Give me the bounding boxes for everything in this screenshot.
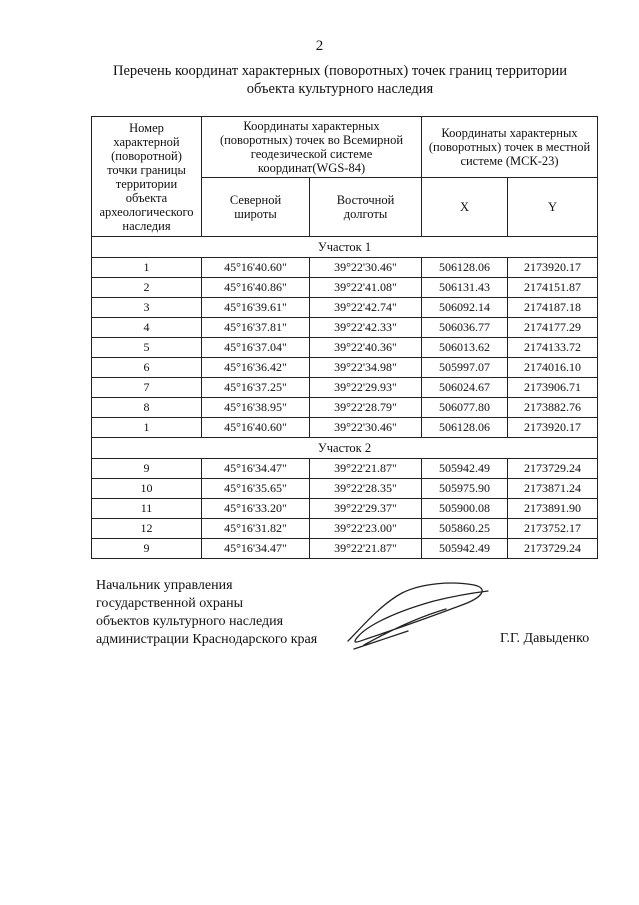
document-title bbox=[60, 62, 620, 98]
cell-n: 1 bbox=[92, 418, 202, 438]
cell-y: 2173871.24 bbox=[508, 479, 598, 499]
table-row bbox=[92, 519, 598, 539]
section-title: Участок 2 bbox=[92, 438, 598, 459]
table-row bbox=[92, 418, 598, 438]
table-row bbox=[92, 318, 598, 338]
signature-position-line: Начальник управления bbox=[96, 578, 233, 593]
cell-x: 505975.90 bbox=[422, 479, 508, 499]
cell-y: 2174133.72 bbox=[508, 338, 598, 358]
cell-lon: 39°22'34.98" bbox=[310, 358, 422, 378]
header-latitude-line: Северной bbox=[229, 193, 282, 207]
cell-lat: 45°16'37.81" bbox=[202, 318, 310, 338]
cell-lat: 45°16'38.95" bbox=[202, 398, 310, 418]
cell-y: 2173752.17 bbox=[508, 519, 598, 539]
signature-position-line: государственной охраны bbox=[96, 596, 244, 611]
cell-x: 506128.06 bbox=[422, 258, 508, 278]
header-point-number bbox=[92, 117, 202, 237]
table-row bbox=[92, 278, 598, 298]
cell-lat: 45°16'40.86" bbox=[202, 278, 310, 298]
handwritten-signature bbox=[342, 575, 492, 655]
cell-lat: 45°16'36.42" bbox=[202, 358, 310, 378]
table-row bbox=[92, 479, 598, 499]
signature-position-line: администрации Краснодарского края bbox=[96, 632, 318, 647]
cell-x: 505997.07 bbox=[422, 358, 508, 378]
cell-n: 12 bbox=[92, 519, 202, 539]
cell-y: 2174016.10 bbox=[508, 358, 598, 378]
table-row bbox=[92, 298, 598, 318]
coordinates-table bbox=[91, 116, 598, 559]
table-row bbox=[92, 258, 598, 278]
cell-lat: 45°16'37.25" bbox=[202, 378, 310, 398]
cell-x: 505942.49 bbox=[422, 459, 508, 479]
header-wgs84-group-line: координат(WGS-84) bbox=[257, 161, 366, 175]
table-row bbox=[92, 398, 598, 418]
cell-y: 2174187.18 bbox=[508, 298, 598, 318]
document-title-line-2: объекта культурного наследия bbox=[246, 81, 434, 97]
cell-y: 2173920.17 bbox=[508, 258, 598, 278]
cell-lon: 39°22'28.79" bbox=[310, 398, 422, 418]
header-point-number-line: характерной bbox=[113, 134, 180, 149]
cell-y: 2173882.76 bbox=[508, 398, 598, 418]
document-title-line-1: Перечень координат характерных (поворотных) точек границ территории bbox=[112, 63, 568, 79]
cell-y: 2173729.24 bbox=[508, 459, 598, 479]
table-body bbox=[92, 237, 598, 559]
cell-lon: 39°22'23.00" bbox=[310, 519, 422, 539]
cell-x: 505900.08 bbox=[422, 499, 508, 519]
table-row bbox=[92, 378, 598, 398]
cell-x: 506013.62 bbox=[422, 338, 508, 358]
cell-n: 11 bbox=[92, 499, 202, 519]
cell-x: 506092.14 bbox=[422, 298, 508, 318]
cell-y: 2173891.90 bbox=[508, 499, 598, 519]
header-wgs84-group-line: геодезической системе bbox=[250, 147, 373, 161]
header-msk23-group-line: Координаты характерных bbox=[441, 126, 578, 140]
cell-x: 506024.67 bbox=[422, 378, 508, 398]
table-row bbox=[92, 539, 598, 559]
header-longitude-line: долготы bbox=[343, 207, 388, 221]
header-wgs84-group-line: Координаты характерных bbox=[243, 119, 380, 133]
cell-lon: 39°22'30.46" bbox=[310, 418, 422, 438]
section-row bbox=[92, 438, 598, 459]
table-row bbox=[92, 499, 598, 519]
cell-x: 505942.49 bbox=[422, 539, 508, 559]
cell-x: 506128.06 bbox=[422, 418, 508, 438]
cell-n: 5 bbox=[92, 338, 202, 358]
cell-x: 505860.25 bbox=[422, 519, 508, 539]
table-row bbox=[92, 338, 598, 358]
header-msk23-group bbox=[422, 117, 598, 178]
header-wgs84-group-line: (поворотных) точек во Всемирной bbox=[219, 133, 404, 147]
cell-lon: 39°22'42.33" bbox=[310, 318, 422, 338]
cell-n: 2 bbox=[92, 278, 202, 298]
cell-lon: 39°22'42.74" bbox=[310, 298, 422, 318]
cell-x: 506036.77 bbox=[422, 318, 508, 338]
cell-lon: 39°22'30.46" bbox=[310, 258, 422, 278]
table-row bbox=[92, 358, 598, 378]
header-point-number-line: археологического bbox=[99, 204, 194, 219]
cell-lon: 39°22'29.37" bbox=[310, 499, 422, 519]
cell-lon: 39°22'40.36" bbox=[310, 338, 422, 358]
cell-lat: 45°16'39.61" bbox=[202, 298, 310, 318]
signature-position bbox=[96, 577, 317, 649]
cell-n: 7 bbox=[92, 378, 202, 398]
cell-lat: 45°16'35.65" bbox=[202, 479, 310, 499]
cell-x: 506077.80 bbox=[422, 398, 508, 418]
cell-lon: 39°22'29.93" bbox=[310, 378, 422, 398]
header-point-number-line: точки границы bbox=[107, 162, 186, 177]
cell-n: 9 bbox=[92, 459, 202, 479]
header-point-number-line: наследия bbox=[122, 218, 171, 233]
header-longitude bbox=[310, 178, 422, 237]
cell-lat: 45°16'40.60" bbox=[202, 418, 310, 438]
cell-n: 9 bbox=[92, 539, 202, 559]
header-point-number-line: объекта bbox=[125, 190, 168, 205]
cell-lon: 39°22'21.87" bbox=[310, 459, 422, 479]
cell-lat: 45°16'34.47" bbox=[202, 539, 310, 559]
cell-n: 8 bbox=[92, 398, 202, 418]
cell-n: 3 bbox=[92, 298, 202, 318]
page-number: 2 bbox=[315, 38, 324, 54]
cell-y: 2174177.29 bbox=[508, 318, 598, 338]
header-x: X bbox=[422, 178, 508, 237]
header-point-number-line: (поворотной) bbox=[111, 148, 182, 163]
cell-n: 1 bbox=[92, 258, 202, 278]
cell-lon: 39°22'21.87" bbox=[310, 539, 422, 559]
signature-position-line: объектов культурного наследия bbox=[96, 614, 284, 629]
header-msk23-group-line: системе (МСК-23) bbox=[460, 154, 559, 168]
cell-lat: 45°16'33.20" bbox=[202, 499, 310, 519]
cell-lat: 45°16'34.47" bbox=[202, 459, 310, 479]
header-msk23-group-line: (поворотных) точек в местной bbox=[428, 140, 591, 154]
header-latitude bbox=[202, 178, 310, 237]
cell-y: 2173729.24 bbox=[508, 539, 598, 559]
header-point-number-line: территории bbox=[115, 176, 178, 191]
header-wgs84-group bbox=[202, 117, 422, 178]
signer-name: Г.Г. Давыденко bbox=[500, 631, 590, 646]
header-y: Y bbox=[508, 178, 598, 237]
section-row bbox=[92, 237, 598, 258]
cell-lon: 39°22'41.08" bbox=[310, 278, 422, 298]
header-point-number-line: Номер bbox=[129, 120, 164, 135]
cell-n: 10 bbox=[92, 479, 202, 499]
cell-n: 4 bbox=[92, 318, 202, 338]
section-title: Участок 1 bbox=[92, 237, 598, 258]
cell-lat: 45°16'40.60" bbox=[202, 258, 310, 278]
cell-lat: 45°16'37.04" bbox=[202, 338, 310, 358]
table-row bbox=[92, 459, 598, 479]
header-longitude-line: Восточной bbox=[336, 193, 395, 207]
cell-lon: 39°22'28.35" bbox=[310, 479, 422, 499]
cell-lat: 45°16'31.82" bbox=[202, 519, 310, 539]
cell-x: 506131.43 bbox=[422, 278, 508, 298]
cell-y: 2174151.87 bbox=[508, 278, 598, 298]
cell-y: 2173920.17 bbox=[508, 418, 598, 438]
header-latitude-line: широты bbox=[234, 207, 277, 221]
cell-y: 2173906.71 bbox=[508, 378, 598, 398]
cell-n: 6 bbox=[92, 358, 202, 378]
